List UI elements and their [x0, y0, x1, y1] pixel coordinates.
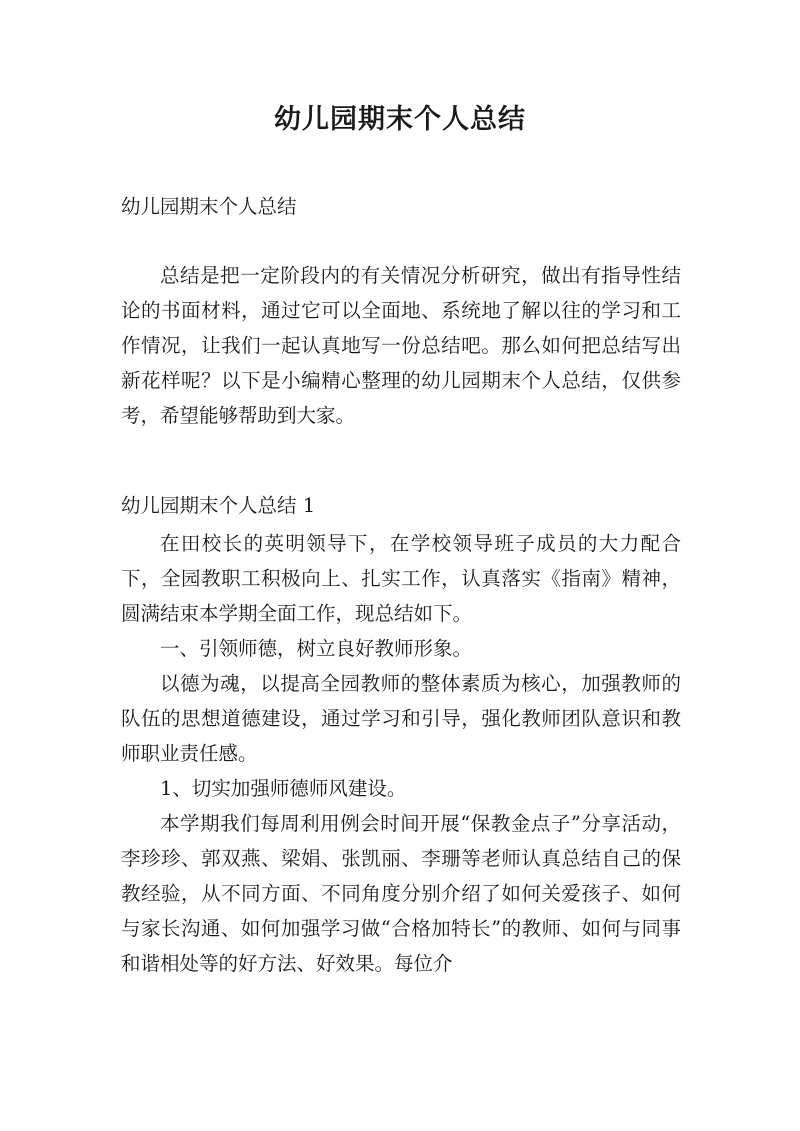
body-paragraph: 以德为魂，以提高全园教师的整体素质为核心，加强教师的队伍的思想道德建设，通过学习和引导，强化教师团队意识和教师职业责任感。	[121, 672, 681, 765]
subsection-heading: 1、切实加强师德师风建设。	[160, 777, 407, 800]
section-heading: 幼儿园期末个人总结 1	[121, 494, 316, 517]
document-subtitle: 幼儿园期末个人总结	[121, 195, 297, 218]
intro-paragraph: 总结是把一定阶段内的有关情况分析研究，做出有指导性结论的书面材料，通过它可以全面地、系统地了解以往的学习和工作情况，让我们一起认真地写一份总结吧。那么如何把总结写出新花样呢？以下是小编精心整理的幼儿园期末个人总结，仅供参考，希望能够帮助到大家。	[121, 264, 681, 427]
section-body	[121, 526, 681, 981]
body-paragraph: 在田校长的英明领导下，在学校领导班子成员的大力配合下，全园教职工积极向上、扎实工作，认真落实《指南》精神，圆满结束本学期全面工作，现总结如下。	[121, 532, 681, 625]
subsection-heading: 一、引领师德，树立良好教师形象。	[160, 637, 473, 660]
document-title: 幼儿园期末个人总结	[274, 104, 526, 135]
body-paragraph: 本学期我们每周利用例会时间开展“保教金点子”分享活动，李珍珍、郭双燕、梁娟、张凯丽、李珊等老师认真总结自己的保教经验，从不同方面、不同角度分别介绍了如何关爱孩子、如何与家长沟通、如何加强学习做“合格加特长”的教师、如何与同事和谐相处等的好方法、好效果。每位介	[121, 812, 681, 975]
